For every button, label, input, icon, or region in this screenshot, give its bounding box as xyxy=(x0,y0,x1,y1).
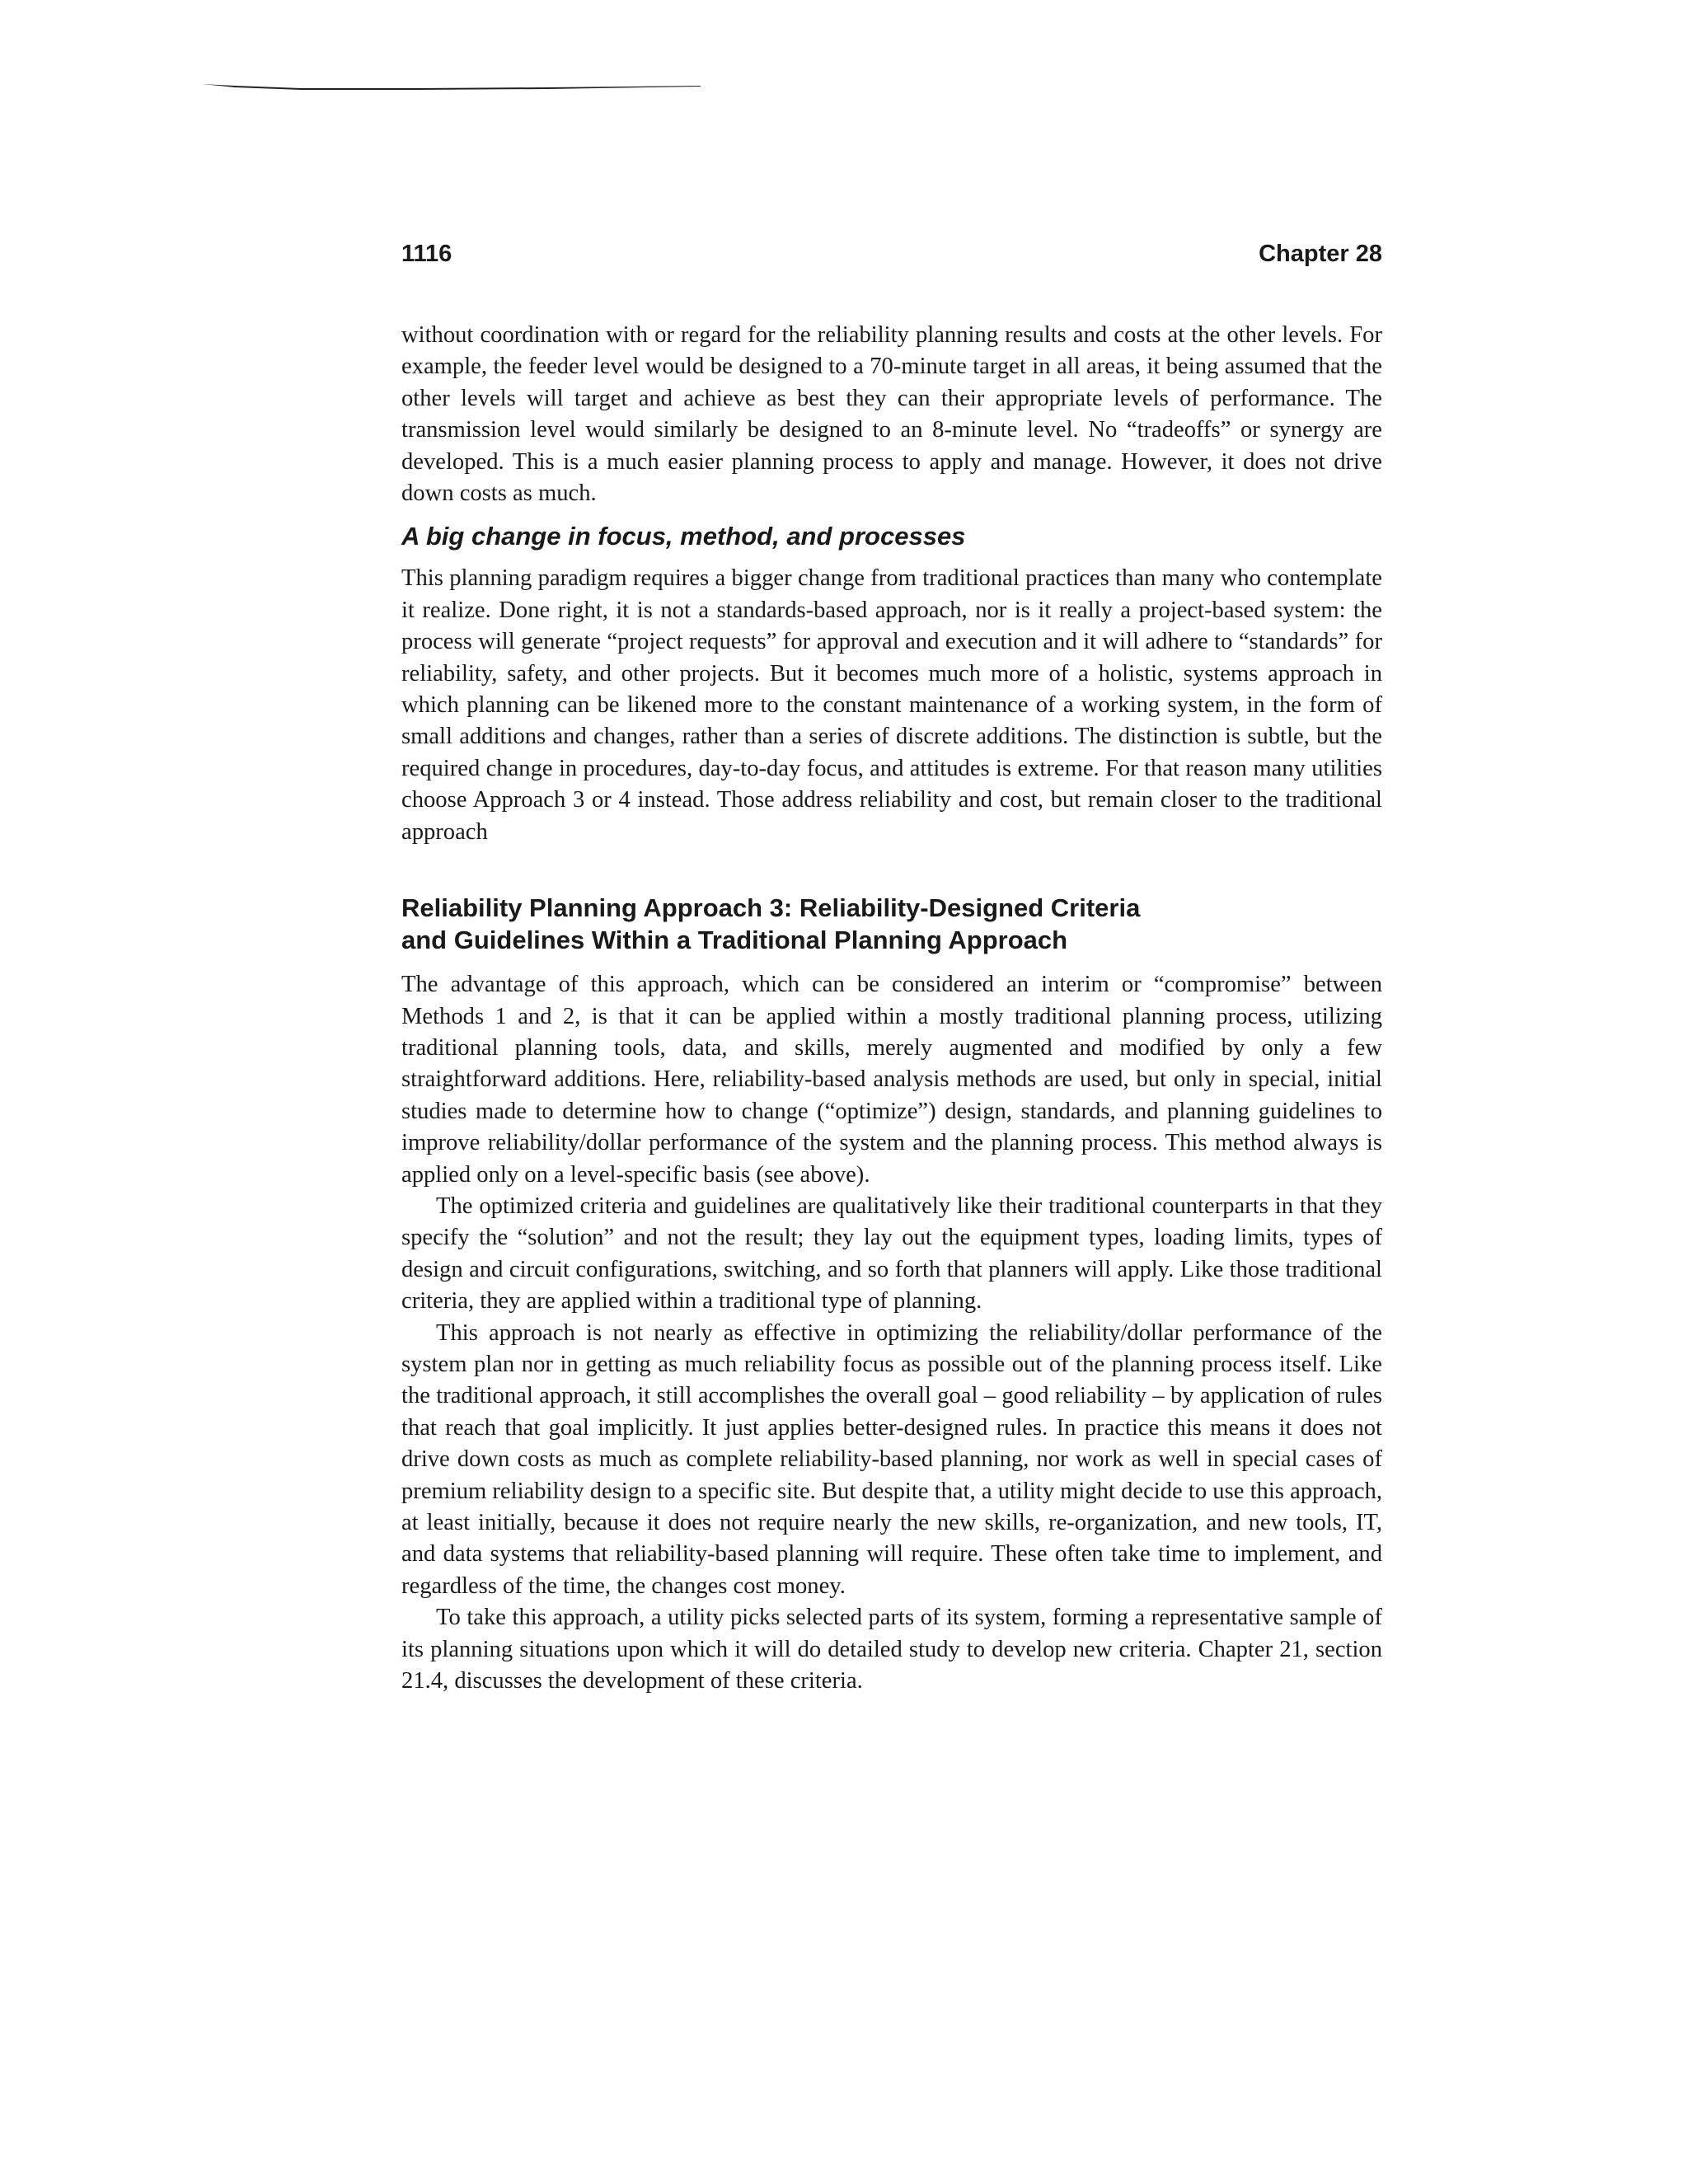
paragraph-optimized: The optimized criteria and guidelines are qualitatively like their traditional counterparts in that they specify the “solution” and not the result; they lay out the equipment types, loading limits, types of design and circuit configurations, switching, and so forth that planners will apply. Like those traditional criteria, they are applied within a traditional type of planning. xyxy=(401,1193,1382,1315)
page-header xyxy=(401,239,1382,269)
section-heading-line-1: Reliability Planning Approach 3: Reliability-Designed Criteria xyxy=(401,893,1141,923)
section-heading-line-2: and Guidelines Within a Traditional Planning Approach xyxy=(401,926,1068,955)
subheading-big-change: A big change in focus, method, and processes xyxy=(401,522,966,551)
paragraph-intro: without coordination with or regard for the reliability planning results and costs at the other levels. For example, the feeder level would be designed to a 70-minute target in all areas, it being assumed that the other levels will target and achieve as best they can their appropriate levels of performance. The transmission level would similarly be designed to an 8-minute level. No “tradeoffs” or synergy are developed. This is a much easier planning process to apply and manage. However, it does not drive down costs as much. xyxy=(401,322,1382,507)
section-heading-approach-3 xyxy=(401,892,1382,956)
paragraph-change: This planning paradigm requires a bigger change from traditional practices than many who contemplate it realize. Done right, it is not a standards-based approach, nor is it really a project-based system: the process will generate “project requests” for approval and execution and it will adhere to “standards” for reliability, safety, and other projects. But it becomes much more of a holistic, systems approach in which planning can be likened more to the constant maintenance of a working system, in the form of small additions and changes, rather than a series of discrete additions. The distinction is subtle, but the required change in procedures, day-to-day focus, and attitudes is extreme. For that reason many utilities choose Approach 3 or 4 instead. Those address reliability and cost, but remain closer to the traditional approach xyxy=(401,565,1382,845)
page-body xyxy=(401,320,1382,1697)
paragraph-effectiveness: This approach is not nearly as effective in optimizing the reliability/dollar performance of the system plan nor in getting as much reliability focus as possible out of the planning process itself. Like the traditional approach, it still accomplishes the overall goal – good reliability – by application of rules that reach that goal implicitly. It just applies better-designed rules. In practice this means it does not drive down costs as much as complete reliability-based planning, nor work as well in special cases of premium reliability design to a specific site. But despite that, a utility might decide to use this approach, at least initially, because it does not require nearly the new skills, re-organization, and new tools, IT, and data systems that reliability-based planning will require. These often take time to implement, and regardless of the time, the changes cost money. xyxy=(401,1319,1382,1599)
paragraph-advantage: The advantage of this approach, which can be considered an interim or “compromise” between Methods 1 and 2, is that it can be applied within a mostly traditional planning process, utilizing traditional planning tools, data, and skills, merely augmented and modified by only a few straightforward additions. Here, reliability-based analysis methods are used, but only in special, initial studies made to determine how to change (“optimize”) design, standards, and planning guidelines to improve reliability/dollar performance of the system and the planning process. This method always is applied only on a level-specific basis (see above). xyxy=(401,972,1382,1188)
chapter-label: Chapter 28 xyxy=(1259,241,1382,267)
paragraph-take-approach: To take this approach, a utility picks selected parts of its system, forming a representative sample of its planning situations upon which it will do detailed study to develop new criteria. Chapter 21, section 21.4, discusses the development of these criteria. xyxy=(401,1605,1382,1694)
scan-rule-line xyxy=(202,80,701,91)
page-number: 1116 xyxy=(401,241,452,267)
